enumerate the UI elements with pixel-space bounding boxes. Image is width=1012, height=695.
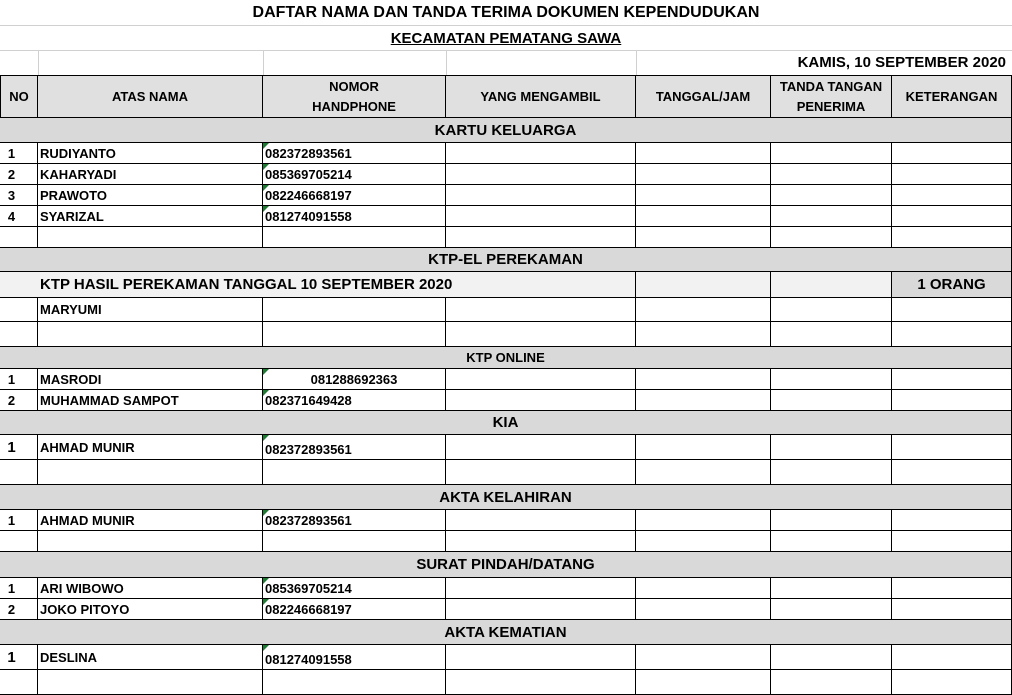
row-tanda-tangan[interactable] [771,298,892,322]
row-keterangan[interactable] [892,185,1012,206]
table-row [0,599,1012,620]
row-tanda-tangan[interactable] [771,390,892,411]
empty-cell[interactable] [263,531,446,552]
empty-cell[interactable] [771,670,892,695]
empty-row [0,322,1012,347]
row-number: 2 [0,599,38,620]
row-tanda-tangan[interactable] [771,164,892,185]
row-name: RUDIYANTO [38,143,263,164]
row-name: PRAWOTO [38,185,263,206]
empty-cell[interactable] [38,670,263,695]
section-band-ktp-el: KTP-EL PEREKAMAN [0,248,1012,272]
row-phone [263,206,446,227]
section-band-ktp-online: KTP ONLINE [0,347,1012,369]
row-yang-mengambil[interactable] [446,510,636,531]
phone-text: 082371649428 [265,392,352,408]
header-yang-mengambil: YANG MENGAMBIL [446,76,636,118]
row-keterangan[interactable] [892,143,1012,164]
empty-cell[interactable] [263,670,446,695]
row-keterangan[interactable] [892,645,1012,670]
row-phone [263,369,446,390]
phone-text: 082246668197 [265,187,352,203]
row-phone [263,435,446,460]
row-name: JOKO PITOYO [38,599,263,620]
row-yang-mengambil[interactable] [446,185,636,206]
row-tanda-tangan[interactable] [771,143,892,164]
row-phone [263,164,446,185]
row-name: AHMAD MUNIR [38,510,263,531]
empty-cell[interactable] [892,531,1012,552]
empty-cell[interactable] [446,322,636,347]
row-tanggal[interactable] [636,510,771,531]
empty-cell[interactable] [636,227,771,248]
empty-cell[interactable] [636,272,771,298]
phone-text: 081274091558 [265,208,352,224]
row-tanggal[interactable] [636,599,771,620]
empty-cell[interactable] [446,460,636,485]
empty-row [0,670,1012,695]
row-name: MARYUMI [38,298,263,322]
document-date: KAMIS, 10 SEPTEMBER 2020 [797,54,1006,71]
row-yang-mengambil[interactable] [446,143,636,164]
document-subtitle: KECAMATAN PEMATANG SAWA [390,30,622,47]
row-yang-mengambil[interactable] [446,369,636,390]
row-phone[interactable] [263,298,446,322]
ktp-el-note: KTP HASIL PEREKAMAN TANGGAL 10 SEPTEMBER 2020 [0,272,636,298]
empty-cell[interactable] [636,531,771,552]
empty-cell[interactable] [636,322,771,347]
empty-cell[interactable] [892,460,1012,485]
empty-cell[interactable] [0,531,38,552]
row-phone [263,578,446,599]
section-band-surat-pindah: SURAT PINDAH/DATANG [0,552,1012,578]
empty-row [0,460,1012,485]
row-keterangan[interactable] [892,510,1012,531]
empty-cell[interactable] [263,460,446,485]
row-tanggal[interactable] [636,206,771,227]
row-tanggal[interactable] [636,369,771,390]
row-keterangan[interactable] [892,298,1012,322]
row-name: KAHARYADI [38,164,263,185]
subtitle-row [0,26,1012,51]
phone-text: 081288692363 [310,371,398,387]
row-tanda-tangan[interactable] [771,645,892,670]
empty-cell[interactable] [771,460,892,485]
table-row [0,578,1012,599]
empty-cell[interactable] [0,460,38,485]
phone-text: 082246668197 [265,601,352,617]
row-keterangan[interactable] [892,390,1012,411]
row-phone [263,645,446,670]
row-tanggal[interactable] [636,164,771,185]
empty-cell[interactable] [771,272,892,298]
row-yang-mengambil[interactable] [446,390,636,411]
title-row [0,0,1012,26]
row-phone [263,510,446,531]
phone-text: 082372893561 [265,512,352,528]
table-row [0,185,1012,206]
row-tanggal[interactable] [636,435,771,460]
empty-cell[interactable] [263,322,446,347]
row-yang-mengambil[interactable] [446,645,636,670]
row-tanggal[interactable] [636,143,771,164]
empty-cell[interactable] [771,322,892,347]
row-number: 1 [0,645,38,670]
row-keterangan[interactable] [892,578,1012,599]
row-yang-mengambil[interactable] [446,298,636,322]
row-tanggal[interactable] [636,578,771,599]
document-title: DAFTAR NAMA DAN TANDA TERIMA DOKUMEN KEPENDUDUKAN [252,4,760,21]
empty-cell[interactable] [38,227,263,248]
row-number: 4 [0,206,38,227]
table-row [0,645,1012,670]
row-tanda-tangan[interactable] [771,369,892,390]
row-phone [263,390,446,411]
row-name: ARI WIBOWO [38,578,263,599]
header-nomor-hp: NOMOR HANDPHONE [263,76,446,118]
row-number: 1 [0,510,38,531]
row-keterangan[interactable] [892,206,1012,227]
ktp-el-count: 1 ORANG [892,272,1012,298]
empty-cell[interactable] [892,227,1012,248]
row-tanda-tangan[interactable] [771,578,892,599]
table-row [0,206,1012,227]
ktp-el-note-row [0,272,1012,298]
header-atas-nama: ATAS NAMA [38,76,263,118]
empty-row [0,227,1012,248]
row-phone [263,185,446,206]
row-phone [263,599,446,620]
empty-cell[interactable] [892,322,1012,347]
row-name: DESLINA [38,645,263,670]
phone-text: 082372893561 [265,442,352,457]
row-name: MASRODI [38,369,263,390]
section-band-akta-kelahiran: AKTA KELAHIRAN [0,485,1012,510]
row-tanda-tangan[interactable] [771,599,892,620]
empty-cell[interactable] [0,227,38,248]
row-number: 1 [0,143,38,164]
row-phone [263,143,446,164]
row-tanggal[interactable] [636,390,771,411]
table-row [0,298,1012,322]
row-keterangan[interactable] [892,435,1012,460]
empty-cell[interactable] [446,227,636,248]
empty-row [0,531,1012,552]
date-row [0,51,1012,75]
empty-cell[interactable] [771,227,892,248]
section-band-kia: KIA [0,411,1012,435]
empty-cell[interactable] [0,670,38,695]
row-number: 1 [0,435,38,460]
table-row [0,164,1012,185]
row-tanggal[interactable] [636,645,771,670]
row-name: MUHAMMAD SAMPOT [38,390,263,411]
empty-cell[interactable] [771,531,892,552]
row-yang-mengambil[interactable] [446,599,636,620]
row-tanda-tangan[interactable] [771,435,892,460]
row-yang-mengambil[interactable] [446,164,636,185]
table-row [0,435,1012,460]
table-row [0,510,1012,531]
row-yang-mengambil[interactable] [446,578,636,599]
row-number: 2 [0,164,38,185]
section-band-kk: KARTU KELUARGA [0,118,1012,143]
phone-text: 085369705214 [265,166,352,182]
row-yang-mengambil[interactable] [446,435,636,460]
empty-cell[interactable] [0,322,38,347]
row-number [0,298,38,322]
row-number: 1 [0,369,38,390]
header-keterangan: KETERANGAN [892,76,1012,118]
row-number: 1 [0,578,38,599]
empty-cell[interactable] [446,531,636,552]
empty-cell[interactable] [892,670,1012,695]
table-row [0,390,1012,411]
empty-cell[interactable] [263,227,446,248]
row-number: 3 [0,185,38,206]
phone-text: 081274091558 [265,652,352,667]
empty-cell[interactable] [636,460,771,485]
empty-cell[interactable] [446,670,636,695]
table-row [0,369,1012,390]
empty-cell[interactable] [38,322,263,347]
row-name: AHMAD MUNIR [38,435,263,460]
row-keterangan[interactable] [892,599,1012,620]
row-tanda-tangan[interactable] [771,185,892,206]
empty-cell[interactable] [38,460,263,485]
row-tanggal[interactable] [636,185,771,206]
table-header [0,75,1012,118]
row-keterangan[interactable] [892,164,1012,185]
row-tanggal[interactable] [636,298,771,322]
empty-cell[interactable] [636,670,771,695]
header-no: NO [0,76,38,118]
section-band-akta-kematian: AKTA KEMATIAN [0,620,1012,645]
row-name: SYARIZAL [38,206,263,227]
phone-text: 082372893561 [265,145,352,161]
phone-text: 085369705214 [265,580,352,596]
header-tanggal-jam: TANGGAL/JAM [636,76,771,118]
row-number: 2 [0,390,38,411]
table-row [0,143,1012,164]
empty-cell[interactable] [38,531,263,552]
header-tanda-tangan: TANDA TANGAN PENERIMA [771,76,892,118]
row-tanda-tangan[interactable] [771,510,892,531]
row-tanda-tangan[interactable] [771,206,892,227]
row-yang-mengambil[interactable] [446,206,636,227]
row-keterangan[interactable] [892,369,1012,390]
